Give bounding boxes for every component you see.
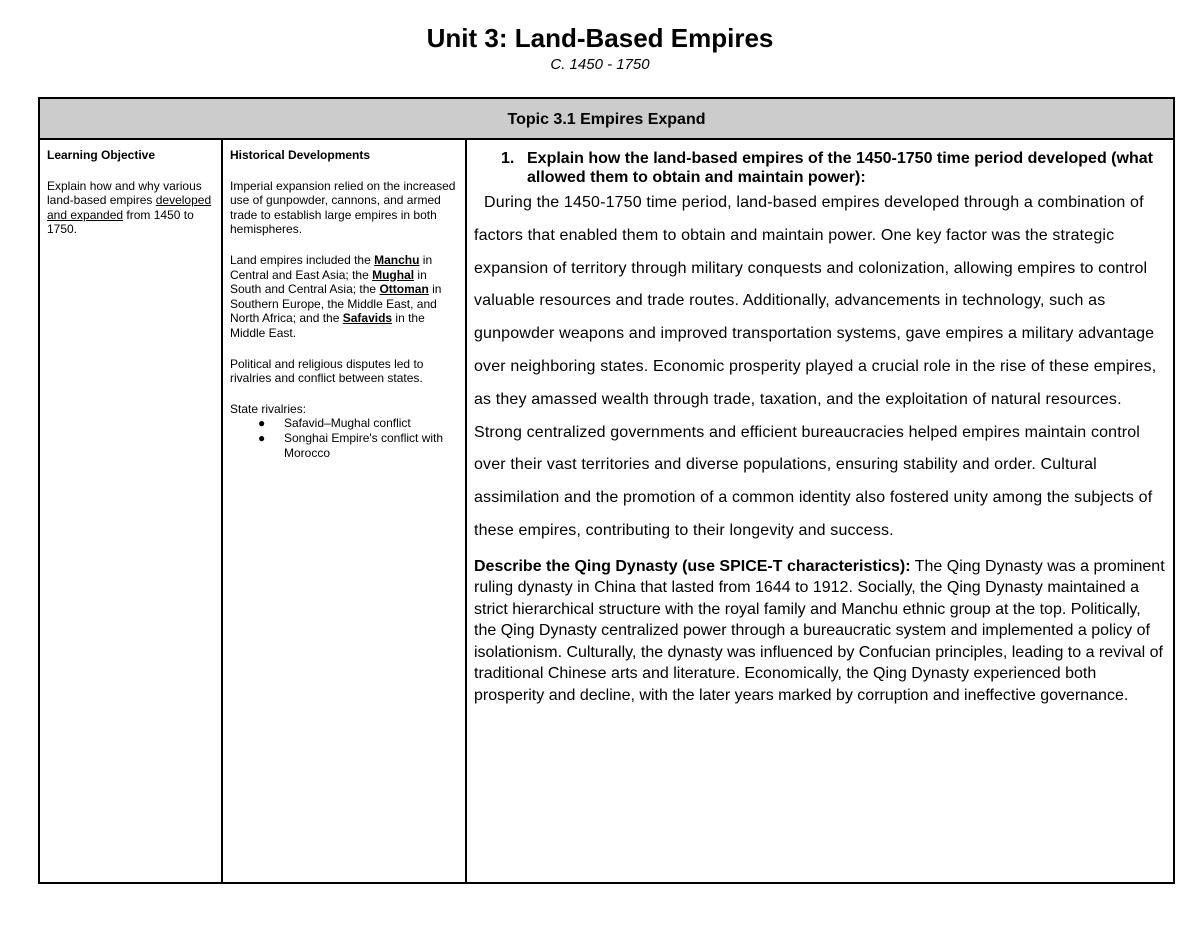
qing-dynasty-answer[interactable] bbox=[474, 556, 1165, 707]
historical-developments-cell bbox=[223, 140, 467, 882]
p2-text-1: Land empires included the bbox=[230, 252, 375, 267]
empire-mughal: Mughal bbox=[372, 267, 415, 282]
list-item bbox=[258, 416, 459, 431]
topic-table bbox=[38, 97, 1175, 884]
question-number: 1. bbox=[501, 150, 515, 167]
question-1-answer[interactable] bbox=[474, 187, 1165, 548]
page-subtitle: C. 1450 - 1750 bbox=[550, 56, 650, 73]
list-item bbox=[258, 431, 459, 460]
page-title: Unit 3: Land-Based Empires bbox=[426, 23, 774, 53]
p2-text-2: in Central and East Asia; the bbox=[230, 252, 433, 282]
question-prompt: Explain how the land-based empires of the 1450-1750 time period developed (what allowed them to obtain and maintain power): bbox=[527, 150, 1153, 186]
topic-header: Topic 3.1 Empires Expand bbox=[40, 99, 1173, 140]
qing-prompt: Describe the Qing Dynasty (use SPICE-T characteristics): bbox=[474, 557, 911, 575]
rivalries-list bbox=[230, 416, 459, 460]
empire-ottoman: Ottoman bbox=[379, 282, 429, 297]
p2-text-5: in the Middle East. bbox=[230, 311, 425, 340]
learning-objective-heading: Learning Objective bbox=[47, 148, 156, 162]
answer-text: During the 1450-1750 time period, land-based empires developed through a combination of factors that enabled them to obtain and maintain power. One key factor was the strategic expansion of territory through military conquests and colonization, allowing empires to control valuable resources and trade routes. Additionally, advancements in technology, such as gunpowder weapons and improved transportation systems, gave empires a military advantage over neighboring states. Economic prosperity played a crucial role in the rise of these empires, as they amassed wealth through trade, taxation, and the exploitation of natural resources. Strong centralized governments and efficient bureaucracies helped empires maintain control over their vast territories and diverse populations, ensuring stability and order. Cultural assimilation and the promotion of a common identity also fostered unity among the subjects of these empires, contributing to their longevity and success. bbox=[474, 194, 1157, 539]
bullet-icon: ● bbox=[258, 416, 266, 431]
development-paragraph-2 bbox=[230, 253, 459, 341]
bullet-icon: ● bbox=[258, 430, 266, 445]
response-cell bbox=[467, 140, 1173, 882]
rivalry-text: Safavid–Mughal conflict bbox=[284, 416, 411, 431]
rivalry-text: Songhai Empire's conflict with Morocco bbox=[284, 430, 444, 460]
historical-developments-heading: Historical Developments bbox=[230, 148, 371, 162]
learning-objective-underlined: developed and expanded bbox=[47, 193, 212, 222]
empire-manchu: Manchu bbox=[374, 252, 420, 267]
learning-objective-text-end: from 1450 to 1750. bbox=[47, 207, 194, 237]
p2-text-3: in South and Central Asia; the bbox=[230, 267, 427, 297]
learning-objective-cell bbox=[40, 140, 223, 882]
learning-objective-text bbox=[47, 179, 214, 237]
development-paragraph-1: Imperial expansion relied on the increased use of gunpowder, cannons, and armed trade to establish large empires in both hemispheres. bbox=[230, 178, 456, 237]
empire-safavids: Safavids bbox=[342, 311, 393, 326]
qing-answer-text: The Qing Dynasty was a prominent ruling dynasty in China that lasted from 1644 to 1912. Socially, the Qing Dynasty maintained a strict hierarchical structure with the royal family and Manchu ethnic group at the top. Politically, the Qing Dynasty centralized power through a bureaucratic system and implemented a policy of isolationism. Culturally, the dynasty was influenced by Confucian principles, leading to a revival of traditional Chinese arts and literature. Economically, the Qing Dynasty experienced both prosperity and decline, with the later years marked by corruption and ineffective governance. bbox=[474, 557, 1165, 704]
p2-text-4: in Southern Europe, the Middle East, and North Africa; and the bbox=[230, 282, 442, 326]
learning-objective-text-start: Explain how and why various land-based empires bbox=[47, 178, 202, 208]
question-1 bbox=[474, 149, 1165, 187]
rivalries-label: State rivalries: bbox=[230, 401, 307, 416]
development-paragraph-3: Political and religious disputes led to rivalries and conflict between states. bbox=[230, 356, 424, 386]
